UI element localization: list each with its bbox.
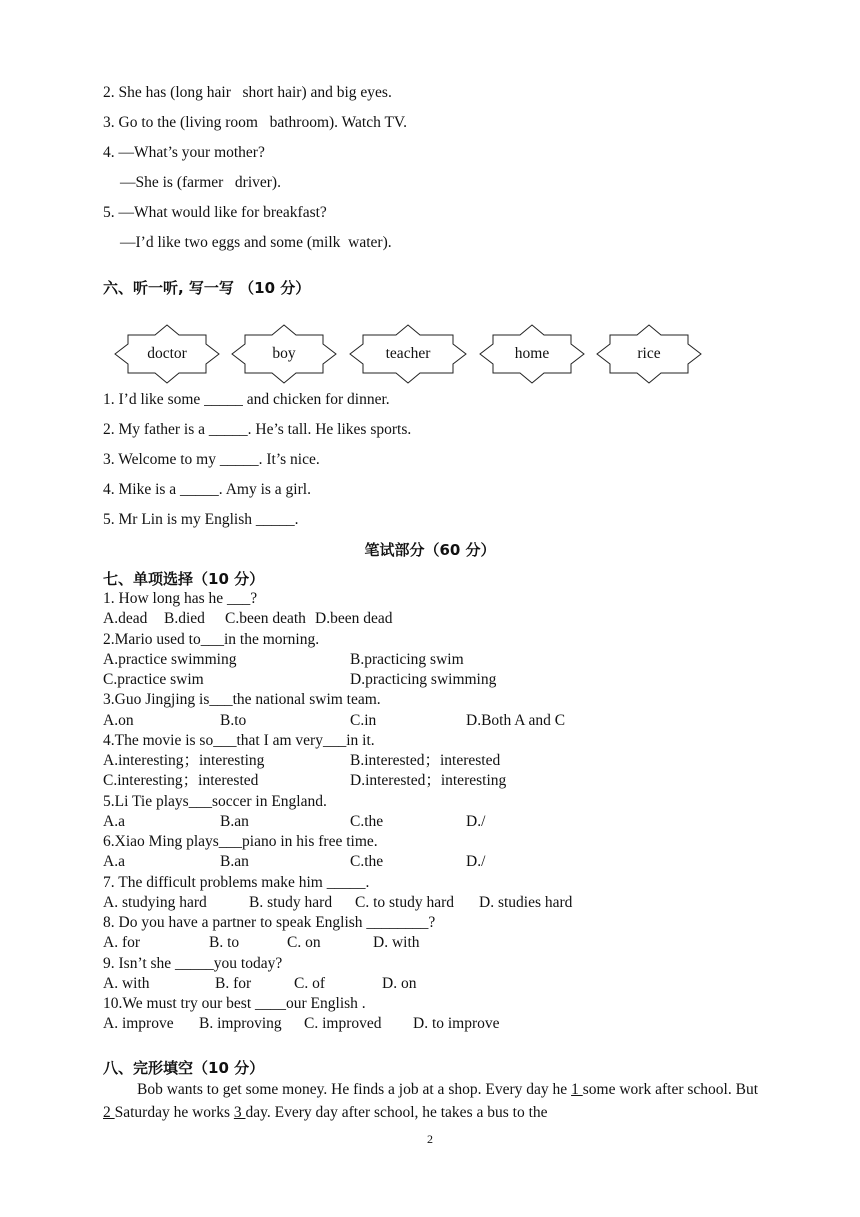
option-a: A. improve	[103, 1015, 174, 1032]
word-box-boy	[231, 324, 337, 384]
question-7: 7. The difficult problems make him _____.	[103, 874, 370, 891]
option-c: C.been death	[225, 610, 306, 627]
section6-sentence-3: 3. Welcome to my _____. It’s nice.	[103, 451, 320, 468]
option-d: D. studies hard	[479, 894, 573, 911]
option-d: D.interested；interesting	[350, 772, 507, 789]
option-d: D./	[466, 853, 486, 870]
option-a: A.a	[103, 853, 125, 870]
option-a: A.a	[103, 813, 125, 830]
page-number: 2	[427, 1132, 433, 1146]
passage-text: day. Every day after school, he takes a bus to the	[245, 1103, 548, 1121]
blank-2: 2	[103, 1103, 115, 1121]
word-box-home	[479, 324, 585, 384]
part5-item-3: 3. Go to the (living room bathroom). Watch TV.	[103, 114, 407, 131]
option-a: A. with	[103, 975, 150, 992]
option-b: B.an	[220, 853, 249, 870]
question-3: 3.Guo Jingjing is___the national swim team.	[103, 691, 381, 708]
option-b: B. to	[209, 934, 240, 951]
option-b: B. for	[215, 975, 252, 992]
option-a: A.interesting；interesting	[103, 752, 265, 769]
part5-item-4-answer: —She is (farmer driver).	[120, 174, 281, 191]
option-d: D. on	[382, 975, 417, 992]
word-label: rice	[637, 345, 661, 362]
question-2: 2.Mario used to___in the morning.	[103, 631, 320, 648]
option-c: C.in	[350, 712, 377, 729]
section6-sentence-1: 1. I’d like some _____ and chicken for dinner.	[103, 391, 390, 408]
passage-text: Saturday he works	[114, 1103, 234, 1121]
word-label: boy	[272, 345, 296, 362]
passage-text: Bob wants to get some money. He finds a job at a shop. Every day he	[137, 1081, 572, 1098]
option-c: C.the	[350, 813, 384, 830]
option-d: D.been dead	[315, 610, 393, 627]
question-1: 1. How long has he ___?	[103, 590, 258, 607]
option-a: A.on	[103, 712, 134, 729]
option-b: B.an	[220, 813, 249, 830]
option-c: C.the	[350, 853, 384, 870]
option-d: D.Both A and C	[466, 712, 566, 729]
section7-title: 七、单项选择（10 分）	[103, 570, 265, 588]
written-part-title: 笔试部分（60 分）	[364, 541, 496, 559]
section6-title: 六、听一听, 写一写 （10 分）	[103, 279, 311, 297]
part5-item-2: 2. She has (long hair short hair) and big eyes.	[103, 84, 392, 101]
word-label: doctor	[147, 345, 187, 362]
passage-text: some work after school. But	[582, 1081, 759, 1098]
question-6: 6.Xiao Ming plays___piano in his free time.	[103, 833, 378, 850]
option-d: D. to improve	[413, 1015, 500, 1032]
option-b: B.practicing swim	[350, 651, 464, 668]
section6-sentence-4: 4. Mike is a _____. Amy is a girl.	[103, 481, 311, 498]
option-c: C.interesting；interested	[103, 772, 259, 789]
part5-item-5-answer: —I’d like two eggs and some (milk water).	[120, 234, 392, 251]
blank-3: 3	[233, 1103, 246, 1121]
option-d: D.practicing swimming	[350, 671, 497, 688]
option-c: C. of	[294, 975, 325, 992]
section6-sentence-2: 2. My father is a _____. He’s tall. He likes sports.	[103, 421, 412, 438]
part5-item-4-question: 4. —What’s your mother?	[103, 144, 265, 161]
option-b: B.died	[164, 610, 205, 627]
question-9: 9. Isn’t she _____you today?	[103, 955, 283, 972]
question-5: 5.Li Tie plays___soccer in England.	[103, 793, 327, 810]
blank-1: 1	[571, 1081, 583, 1098]
option-b: B. study hard	[249, 894, 333, 911]
option-d: D. with	[373, 934, 420, 951]
question-8: 8. Do you have a partner to speak English ________?	[103, 914, 436, 931]
word-label: teacher	[385, 345, 431, 362]
option-d: D./	[466, 813, 486, 830]
option-c: C. on	[287, 934, 321, 951]
cloze-passage	[103, 1079, 758, 1124]
option-c: C.practice swim	[103, 671, 204, 688]
section8-title: 八、完形填空（10 分）	[103, 1059, 265, 1077]
word-box-rice	[596, 324, 702, 384]
option-c: C. to study hard	[355, 894, 455, 911]
word-label: home	[514, 345, 550, 362]
option-a: A.practice swimming	[103, 651, 237, 668]
option-a: A. studying hard	[103, 894, 207, 911]
option-a: A.dead	[103, 610, 148, 627]
question-10: 10.We must try our best ____our English .	[103, 995, 366, 1012]
option-b: B.interested；interested	[350, 752, 501, 769]
option-b: B.to	[220, 712, 247, 729]
word-box-teacher	[349, 324, 467, 384]
question-4: 4.The movie is so___that I am very___in it.	[103, 732, 375, 749]
option-a: A. for	[103, 934, 141, 951]
word-box-doctor	[114, 324, 220, 384]
option-b: B. improving	[199, 1015, 282, 1032]
option-c: C. improved	[304, 1015, 382, 1032]
part5-item-5-question: 5. —What would like for breakfast?	[103, 204, 327, 221]
section6-sentence-5: 5. Mr Lin is my English _____.	[103, 511, 299, 528]
